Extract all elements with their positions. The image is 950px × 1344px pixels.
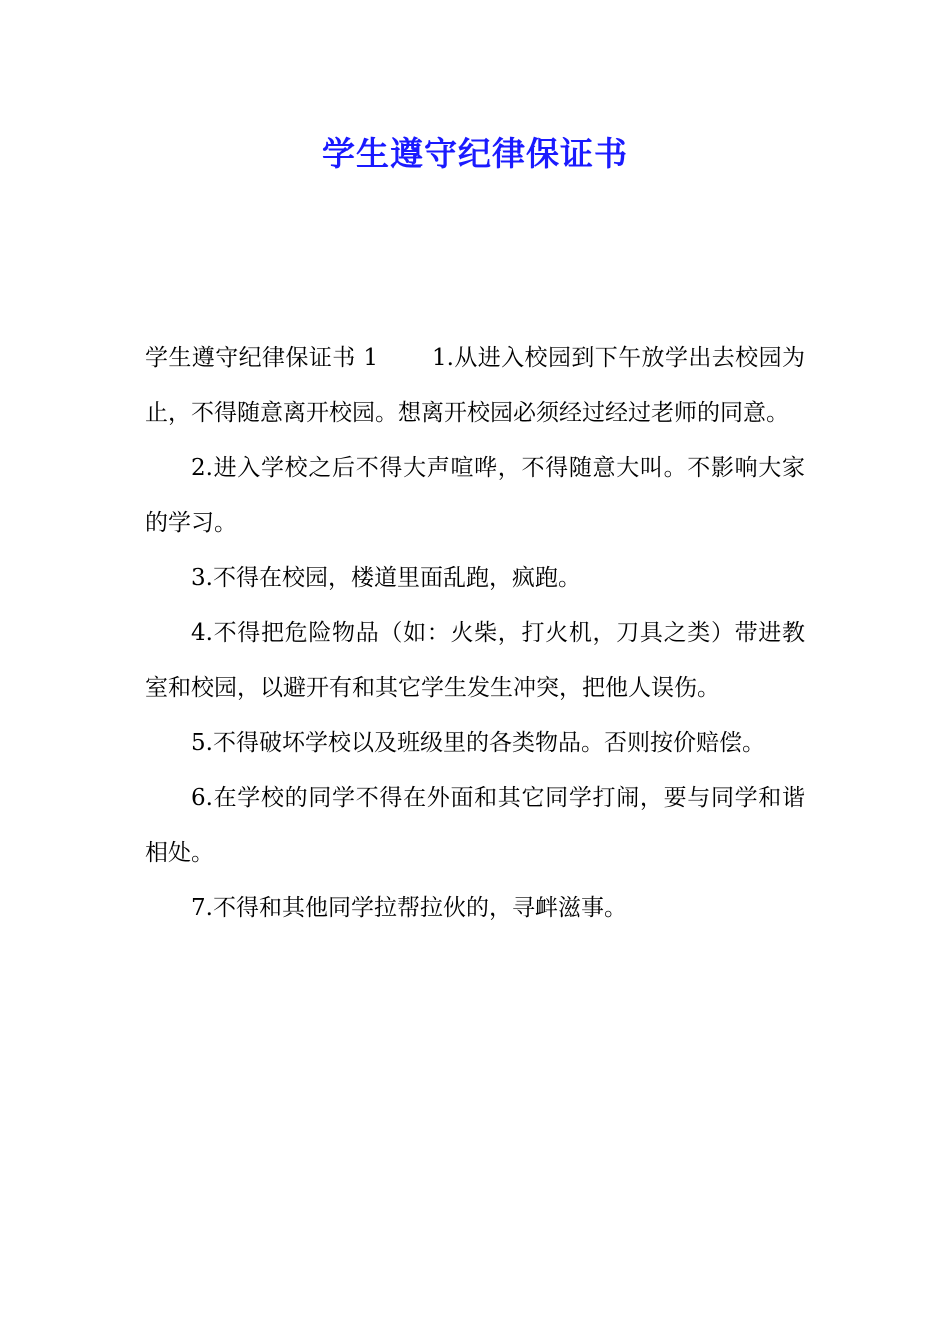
- paragraph-4: 4.不得把危险物品（如：火柴，打火机，刀具之类）带进教室和校园，以避开有和其它学生发生冲突，把他人误伤。: [145, 620, 805, 701]
- paragraph-7: 7.不得和其他同学拉帮拉伙的，寻衅滋事。: [191, 895, 627, 921]
- paragraph-1-text: 1.从进入校园到下午放学出去校园为止，不得随意离开校园。想离开校园必须经过经过老师的同意。: [145, 345, 805, 426]
- intro-label: 学生遵守纪律保证书 1: [145, 345, 378, 371]
- paragraph-2: 2.进入学校之后不得大声喧哗，不得随意大叫。不影响大家的学习。: [145, 455, 805, 536]
- paragraph-5: 5.不得破坏学校以及班级里的各类物品。否则按价赔偿。: [191, 730, 765, 756]
- paragraph-1: [145, 331, 805, 441]
- document-body: [145, 331, 805, 936]
- paragraph-3: 3.不得在校园，楼道里面乱跑，疯跑。: [191, 565, 581, 591]
- paragraph-6: 6.在学校的同学不得在外面和其它同学打闹，要与同学和谐相处。: [145, 785, 805, 866]
- document-title: 学生遵守纪律保证书: [322, 134, 628, 173]
